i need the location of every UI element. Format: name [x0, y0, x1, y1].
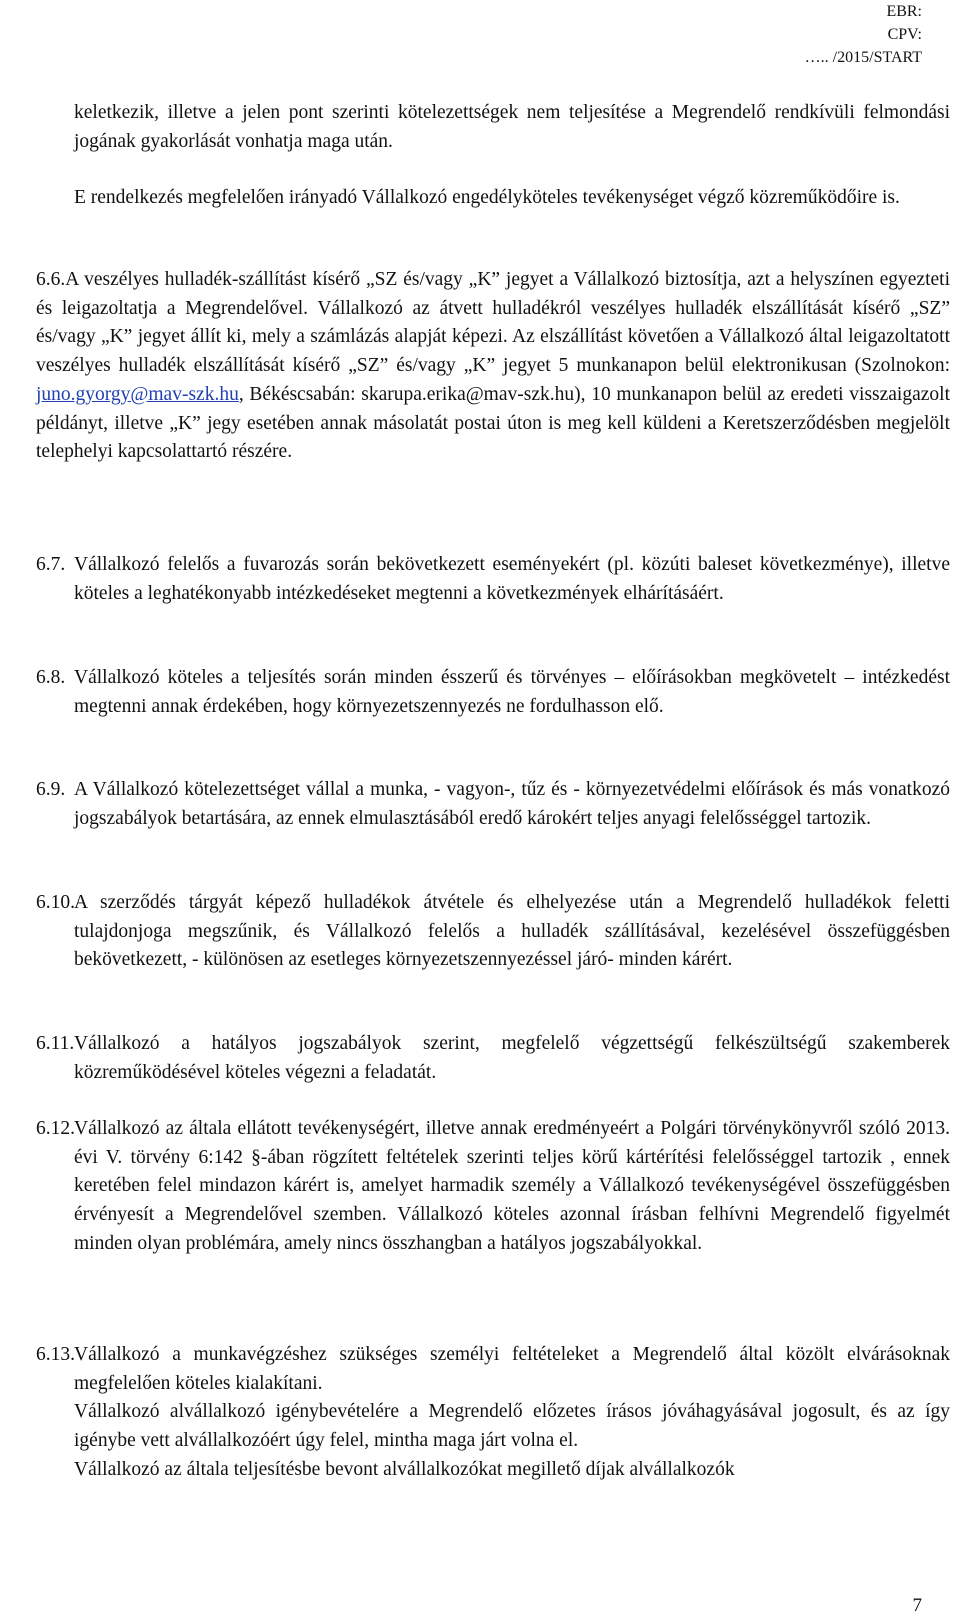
section-text-2: Vállalkozó alvállalkozó igénybevételére a Megrendelő előzetes írásos jóváhagyásával jogosult, és az így igénybe vett alvállalkozóért úgy felel, mintha maga járt volna el. [74, 1401, 950, 1452]
section-text: Vállalkozó felelős a fuvarozás során bekövetkezett eseményekért (pl. közúti baleset következménye), illetve köteles a leghatékonyabb intézkedéseket megtenni a következmények elhárításáért. [74, 554, 950, 604]
section-6-6-part1: A veszélyes hulladék-szállítást kísérő „SZ és/vagy „K” jegyet a Vállalkozó biztosítja, azt a helyszínen egyezteti és leigazoltatja a Megrendelővel. Vállalkozó az átvett hulladékról veszélyes hulladék elszállítását kísérő „SZ” és/vagy „K” jegyet állít ki, mely a számlázás alapját képezi. Az elszállítást követően a Vállalkozó által leigazoltatott veszélyes hulladék elszállítását kísérő „SZ” és/vagy „K” jegyet 5 munkanapon belül elektronikusan (Szolnokon: [36, 269, 950, 377]
document-header [805, 0, 922, 69]
section-6-7 [36, 551, 950, 608]
section-text: A Vállalkozó kötelezettséget vállal a munka, - vagyon-, tűz és - környezetvédelmi előírások és más vonatkozó jogszabályok betartására, az ennek elmulasztásából eredő károkért teljes anyagi felelősséggel tartozik. [74, 779, 950, 829]
section-number: 6.10. [36, 892, 75, 913]
intro-paragraph-1: keletkezik, illetve a jelen pont szerinti kötelezettségek nem teljesítése a Megrendelő rendkívüli felmondási jogának gyakorlását vonhatja maga után. [74, 102, 950, 152]
header-reference: ….. /2015/START [804, 49, 922, 66]
page-number: 7 [912, 1595, 922, 1616]
header-ebr: EBR: [886, 3, 922, 20]
section-6-10 [36, 889, 950, 975]
section-number: 6.9. [36, 779, 66, 800]
section-number: 6.8. [36, 667, 66, 688]
section-text: A szerződés tárgyát képező hulladékok átvétele és elhelyezése után a Megrendelő hulladékok feletti tulajdonjoga megszűnik, és Vállalkozó felelős a hulladék szállításával, kezelésével összefüggésben bekövetkezett, - különösen az esetleges környezetszennyezéssel járó- minden kárért. [74, 892, 950, 971]
section-6-13 [36, 1341, 950, 1485]
section-number: 6.11. [36, 1033, 75, 1054]
section-6-6 [36, 266, 950, 467]
section-6-6-number: 6.6. [36, 269, 66, 290]
section-text-3: Vállalkozó az általa teljesítésbe bevont alvállalkozókat megillető díjak alvállalkozók [74, 1458, 735, 1480]
section-6-8 [36, 664, 950, 721]
section-6-6-part2: , Békéscsabán: skarupa.erika@mav-szk.hu), 10 munkanapon belül az eredeti visszaigazolt példányt, illetve „K” jegy esetében annak másolatát postai úton is meg kell küldeni a Keretszerződésben megjelölt telephelyi kapcsolattartó részére. [36, 383, 950, 463]
header-cpv: CPV: [887, 26, 922, 43]
section-6-12 [36, 1115, 950, 1259]
section-text: Vállalkozó az általa ellátott tevékenységért, illetve annak eredményeért a Polgári törvénykönyvről szóló 2013. évi V. törvény 6:142 §-ában rögzített feltételek szerinti teljes körű kártérítési felelősséggel tartozik , ennek keretében felel mindazon kárért is, amelyet harmadik személy a Vállalkozó tevékenységével összefüggésben érvényesít a Megrendelővel szemben. Vállalkozó köteles azonnal írásban felhívni Megrendelő figyelmét minden olyan problémára, amely nincs összhangban a hatályos jogszabályokkal. [74, 1118, 950, 1254]
email-link-juno[interactable]: juno.gyorgy@mav-szk.hu [36, 383, 239, 405]
section-6-11 [36, 1030, 950, 1087]
section-text: Vállalkozó a hatályos jogszabályok szerint, megfelelő végzettségű felkészültségű szakemberek közreműködésével köteles végezni a feladatát. [74, 1033, 950, 1083]
section-6-6-text [36, 266, 950, 467]
intro-paragraph-2: E rendelkezés megfelelően irányadó Vállalkozó engedélyköteles tevékenységet végző közreműködőire is. [74, 187, 900, 208]
section-text: Vállalkozó köteles a teljesítés során minden ésszerű és törvényes – előírásokban megkövetelt – intézkedést megtenni annak érdekében, hogy környezetszennyezés ne fordulhasson elő. [74, 667, 950, 717]
section-number: 6.7. [36, 554, 66, 575]
section-number: 6.12. [36, 1118, 75, 1139]
section-number: 6.13. [36, 1344, 75, 1365]
section-6-9 [36, 776, 950, 833]
section-text-1: Vállalkozó a munkavégzéshez szükséges személyi feltételeket a Megrendelő által közölt elvárásoknak megfelelően köteles kialakítani. [74, 1344, 950, 1394]
